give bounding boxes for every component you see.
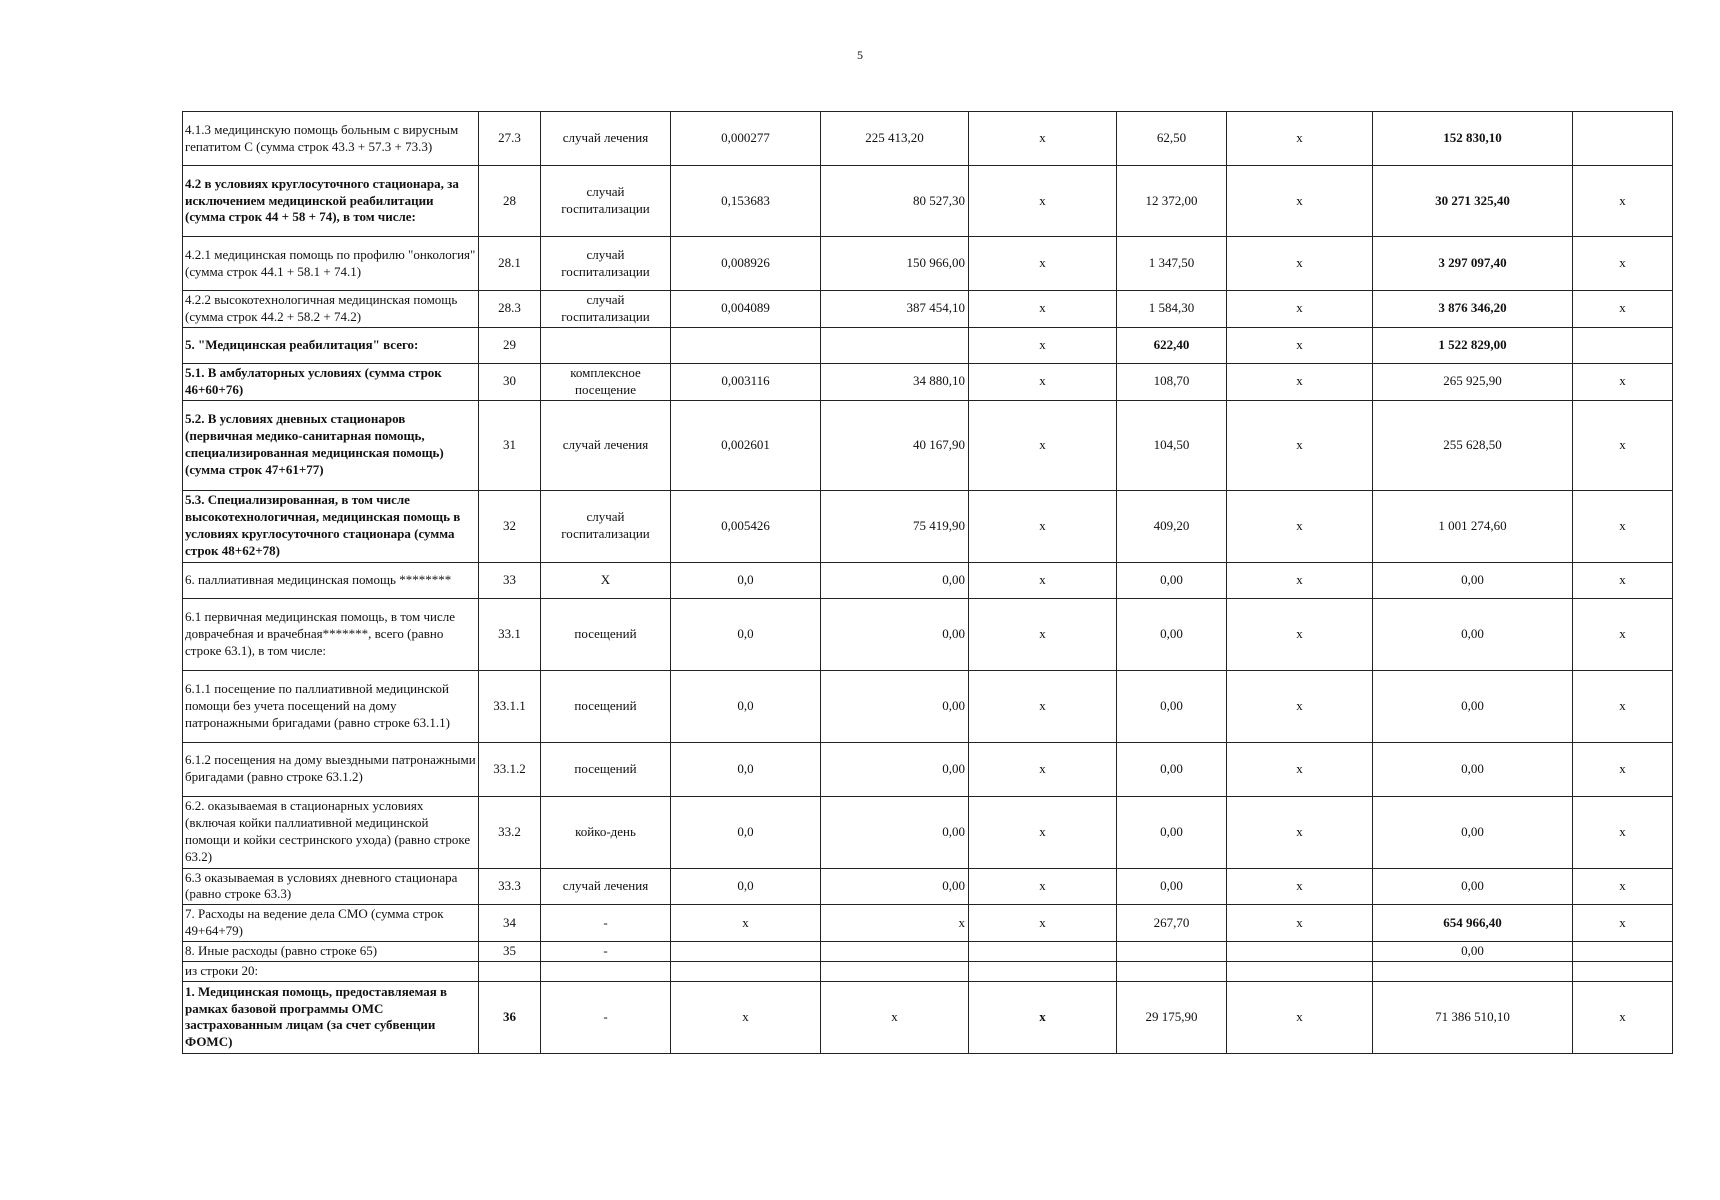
row-code-cell: 33.1.2 <box>479 742 541 796</box>
norm-cost-cell: 34 880,10 <box>821 363 969 400</box>
per-capita-oms-cell: 12 372,00 <box>1117 166 1227 237</box>
unit-cell: Х <box>541 562 671 598</box>
total-oms-cell: 3 876 346,20 <box>1373 291 1573 328</box>
row-name-cell: 4.2.2 высокотехнологичная медицинская помощь (сумма строк 44.2 + 58.2 + 74.2) <box>183 291 479 328</box>
row-code-cell: 27.3 <box>479 112 541 166</box>
unit-cell: - <box>541 981 671 1053</box>
percent-cell: х <box>1573 598 1673 670</box>
per-capita-oms-cell: 622,40 <box>1117 327 1227 363</box>
norm-cost-cell: 150 966,00 <box>821 237 969 291</box>
total-oms-cell: 265 925,90 <box>1373 363 1573 400</box>
total-budget-cell: х <box>1227 363 1373 400</box>
per-capita-oms-cell: 0,00 <box>1117 562 1227 598</box>
unit-cell: - <box>541 942 671 962</box>
per-capita-budget-cell: х <box>969 742 1117 796</box>
row-code-cell: 28.1 <box>479 237 541 291</box>
row-code-cell: 28.3 <box>479 291 541 328</box>
per-capita-oms-cell: 267,70 <box>1117 905 1227 942</box>
norm-cost-cell: 40 167,90 <box>821 400 969 490</box>
row-name-cell: 4.1.3 медицинскую помощь больным с вирусным гепатитом С (сумма строк 43.3 + 57.3 + 73.3) <box>183 112 479 166</box>
norm-cost-cell: х <box>821 905 969 942</box>
per-capita-budget-cell <box>969 962 1117 982</box>
table-body <box>183 112 1673 1054</box>
per-capita-budget-cell: х <box>969 670 1117 742</box>
table-row <box>183 796 1673 868</box>
percent-cell: х <box>1573 490 1673 562</box>
per-capita-oms-cell: 0,00 <box>1117 868 1227 905</box>
norm-volume-cell: х <box>671 905 821 942</box>
norm-volume-cell: 0,005426 <box>671 490 821 562</box>
norm-volume-cell <box>671 962 821 982</box>
row-code-cell: 33 <box>479 562 541 598</box>
per-capita-oms-cell <box>1117 942 1227 962</box>
row-code-cell: 31 <box>479 400 541 490</box>
total-budget-cell: х <box>1227 490 1373 562</box>
norm-cost-cell <box>821 962 969 982</box>
table-row <box>183 962 1673 982</box>
norm-cost-cell: х <box>821 981 969 1053</box>
total-oms-cell: 0,00 <box>1373 742 1573 796</box>
total-budget-cell: х <box>1227 981 1373 1053</box>
row-name-cell: 5.3. Специализированная, в том числе высокотехнологичная, медицинская помощь в условиях круглосуточного стационара (сумма строк 48+62+78) <box>183 490 479 562</box>
row-code-cell: 34 <box>479 905 541 942</box>
percent-cell: х <box>1573 237 1673 291</box>
norm-cost-cell <box>821 327 969 363</box>
row-code-cell: 28 <box>479 166 541 237</box>
row-code-cell: 36 <box>479 981 541 1053</box>
norm-cost-cell: 0,00 <box>821 598 969 670</box>
row-name-cell: 6.1 первичная медицинская помощь, в том числе доврачебная и врачебная*******, всего (равно строке 63.1), в том числе: <box>183 598 479 670</box>
norm-volume-cell: 0,002601 <box>671 400 821 490</box>
total-oms-cell: 0,00 <box>1373 796 1573 868</box>
norm-volume-cell: 0,000277 <box>671 112 821 166</box>
per-capita-oms-cell: 29 175,90 <box>1117 981 1227 1053</box>
total-budget-cell: х <box>1227 905 1373 942</box>
norm-volume-cell <box>671 327 821 363</box>
row-name-cell: 6.3 оказываемая в условиях дневного стационара (равно строке 63.3) <box>183 868 479 905</box>
percent-cell <box>1573 112 1673 166</box>
per-capita-oms-cell: 104,50 <box>1117 400 1227 490</box>
row-name-cell: 6.1.2 посещения на дому выездными патронажными бригадами (равно строке 63.1.2) <box>183 742 479 796</box>
total-budget-cell: х <box>1227 742 1373 796</box>
row-code-cell: 35 <box>479 942 541 962</box>
total-budget-cell: х <box>1227 598 1373 670</box>
norm-cost-cell: 80 527,30 <box>821 166 969 237</box>
table-row <box>183 112 1673 166</box>
norm-volume-cell: 0,0 <box>671 562 821 598</box>
unit-cell: случай госпитализации <box>541 291 671 328</box>
row-name-cell: 7. Расходы на ведение дела СМО (сумма строк 49+64+79) <box>183 905 479 942</box>
percent-cell: х <box>1573 905 1673 942</box>
norm-cost-cell: 75 419,90 <box>821 490 969 562</box>
per-capita-budget-cell: х <box>969 166 1117 237</box>
norm-volume-cell: 0,0 <box>671 670 821 742</box>
unit-cell: случай лечения <box>541 868 671 905</box>
table-row <box>183 670 1673 742</box>
total-budget-cell: х <box>1227 112 1373 166</box>
norm-volume-cell: 0,0 <box>671 796 821 868</box>
percent-cell <box>1573 942 1673 962</box>
table-row <box>183 562 1673 598</box>
norm-volume-cell: 0,004089 <box>671 291 821 328</box>
table-row <box>183 942 1673 962</box>
total-oms-cell: 30 271 325,40 <box>1373 166 1573 237</box>
total-budget-cell: х <box>1227 237 1373 291</box>
row-name-cell: 4.2 в условиях круглосуточного стационара, за исключением медицинской реабилитации (сумма строк 44 + 58 + 74), в том числе: <box>183 166 479 237</box>
row-name-cell: 8. Иные расходы (равно строке 65) <box>183 942 479 962</box>
page-number: 5 <box>857 48 863 62</box>
unit-cell: посещений <box>541 598 671 670</box>
row-code-cell: 29 <box>479 327 541 363</box>
per-capita-oms-cell: 1 347,50 <box>1117 237 1227 291</box>
norm-volume-cell: 0,0 <box>671 868 821 905</box>
per-capita-budget-cell: х <box>969 291 1117 328</box>
per-capita-budget-cell: х <box>969 363 1117 400</box>
total-budget-cell: х <box>1227 291 1373 328</box>
per-capita-budget-cell: х <box>969 868 1117 905</box>
table-row <box>183 166 1673 237</box>
total-oms-cell: 255 628,50 <box>1373 400 1573 490</box>
total-oms-cell: 152 830,10 <box>1373 112 1573 166</box>
norm-cost-cell: 225 413,20 <box>821 112 969 166</box>
percent-cell <box>1573 327 1673 363</box>
row-name-cell: 5.1. В амбулаторных условиях (сумма строк 46+60+76) <box>183 363 479 400</box>
unit-cell <box>541 962 671 982</box>
percent-cell: х <box>1573 670 1673 742</box>
total-oms-cell: 0,00 <box>1373 562 1573 598</box>
row-code-cell: 32 <box>479 490 541 562</box>
per-capita-budget-cell: х <box>969 598 1117 670</box>
total-oms-cell: 3 297 097,40 <box>1373 237 1573 291</box>
percent-cell: х <box>1573 868 1673 905</box>
total-oms-cell: 0,00 <box>1373 670 1573 742</box>
per-capita-budget-cell: х <box>969 981 1117 1053</box>
per-capita-oms-cell: 0,00 <box>1117 796 1227 868</box>
total-oms-cell: 0,00 <box>1373 942 1573 962</box>
per-capita-budget-cell: х <box>969 237 1117 291</box>
unit-cell: случай лечения <box>541 112 671 166</box>
row-code-cell: 33.1 <box>479 598 541 670</box>
per-capita-budget-cell: х <box>969 562 1117 598</box>
percent-cell: х <box>1573 981 1673 1053</box>
row-name-cell: 1. Медицинская помощь, предоставляемая в рамках базовой программы ОМС застрахованным лицам (за счет субвенции ФОМС) <box>183 981 479 1053</box>
per-capita-oms-cell: 0,00 <box>1117 670 1227 742</box>
total-oms-cell: 0,00 <box>1373 868 1573 905</box>
norm-cost-cell: 0,00 <box>821 742 969 796</box>
per-capita-oms-cell: 1 584,30 <box>1117 291 1227 328</box>
row-code-cell: 33.3 <box>479 868 541 905</box>
norm-volume-cell: 0,003116 <box>671 363 821 400</box>
row-name-cell: из строки 20: <box>183 962 479 982</box>
total-budget-cell: х <box>1227 562 1373 598</box>
percent-cell <box>1573 962 1673 982</box>
percent-cell: х <box>1573 742 1673 796</box>
per-capita-budget-cell: х <box>969 905 1117 942</box>
row-name-cell: 6. паллиативная медицинская помощь ******** <box>183 562 479 598</box>
table-row <box>183 291 1673 328</box>
per-capita-oms-cell: 409,20 <box>1117 490 1227 562</box>
table-row <box>183 327 1673 363</box>
unit-cell: случай госпитализации <box>541 166 671 237</box>
table-row <box>183 400 1673 490</box>
total-budget-cell: х <box>1227 796 1373 868</box>
table-row <box>183 868 1673 905</box>
per-capita-oms-cell: 108,70 <box>1117 363 1227 400</box>
row-name-cell: 6.2. оказываемая в стационарных условиях (включая койки паллиативной медицинской помощи и койки сестринского ухода) (равно строке 63.2) <box>183 796 479 868</box>
table-row <box>183 981 1673 1053</box>
norm-volume-cell: 0,008926 <box>671 237 821 291</box>
percent-cell: х <box>1573 291 1673 328</box>
per-capita-budget-cell: х <box>969 327 1117 363</box>
total-oms-cell: 1 001 274,60 <box>1373 490 1573 562</box>
per-capita-budget-cell: х <box>969 400 1117 490</box>
total-budget-cell: х <box>1227 327 1373 363</box>
financing-table <box>182 111 1673 1054</box>
total-oms-cell: 71 386 510,10 <box>1373 981 1573 1053</box>
row-code-cell: 33.2 <box>479 796 541 868</box>
total-budget-cell: х <box>1227 670 1373 742</box>
table-row <box>183 490 1673 562</box>
total-oms-cell: 654 966,40 <box>1373 905 1573 942</box>
table-row <box>183 598 1673 670</box>
row-code-cell: 33.1.1 <box>479 670 541 742</box>
row-name-cell: 5.2. В условиях дневных стационаров (первичная медико-санитарная помощь, специализированная медицинская помощь) (сумма строк 47+61+77) <box>183 400 479 490</box>
total-oms-cell <box>1373 962 1573 982</box>
unit-cell: комплексное посещение <box>541 363 671 400</box>
total-oms-cell: 1 522 829,00 <box>1373 327 1573 363</box>
table-row <box>183 905 1673 942</box>
unit-cell: случай госпитализации <box>541 490 671 562</box>
total-budget-cell: х <box>1227 868 1373 905</box>
norm-volume-cell: х <box>671 981 821 1053</box>
unit-cell: - <box>541 905 671 942</box>
total-budget-cell: х <box>1227 166 1373 237</box>
per-capita-oms-cell: 62,50 <box>1117 112 1227 166</box>
unit-cell: койко-день <box>541 796 671 868</box>
per-capita-oms-cell: 0,00 <box>1117 598 1227 670</box>
percent-cell: х <box>1573 166 1673 237</box>
total-oms-cell: 0,00 <box>1373 598 1573 670</box>
norm-volume-cell <box>671 942 821 962</box>
total-budget-cell <box>1227 942 1373 962</box>
per-capita-budget-cell: х <box>969 490 1117 562</box>
row-name-cell: 6.1.1 посещение по паллиативной медицинской помощи без учета посещений на дому патронажными бригадами (равно строке 63.1.1) <box>183 670 479 742</box>
row-code-cell: 30 <box>479 363 541 400</box>
row-name-cell: 4.2.1 медицинская помощь по профилю "онкология" (сумма строк 44.1 + 58.1 + 74.1) <box>183 237 479 291</box>
percent-cell: х <box>1573 796 1673 868</box>
norm-volume-cell: 0,0 <box>671 598 821 670</box>
percent-cell: х <box>1573 562 1673 598</box>
table-row <box>183 237 1673 291</box>
per-capita-budget-cell: х <box>969 112 1117 166</box>
unit-cell: посещений <box>541 670 671 742</box>
norm-cost-cell <box>821 942 969 962</box>
percent-cell: х <box>1573 363 1673 400</box>
unit-cell: случай госпитализации <box>541 237 671 291</box>
norm-volume-cell: 0,153683 <box>671 166 821 237</box>
row-code-cell <box>479 962 541 982</box>
per-capita-oms-cell <box>1117 962 1227 982</box>
norm-cost-cell: 0,00 <box>821 868 969 905</box>
total-budget-cell: х <box>1227 400 1373 490</box>
norm-volume-cell: 0,0 <box>671 742 821 796</box>
percent-cell: х <box>1573 400 1673 490</box>
unit-cell <box>541 327 671 363</box>
per-capita-budget-cell: х <box>969 796 1117 868</box>
norm-cost-cell: 0,00 <box>821 562 969 598</box>
norm-cost-cell: 387 454,10 <box>821 291 969 328</box>
per-capita-budget-cell <box>969 942 1117 962</box>
norm-cost-cell: 0,00 <box>821 796 969 868</box>
unit-cell: посещений <box>541 742 671 796</box>
per-capita-oms-cell: 0,00 <box>1117 742 1227 796</box>
row-name-cell: 5. "Медицинская реабилитация" всего: <box>183 327 479 363</box>
norm-cost-cell: 0,00 <box>821 670 969 742</box>
table-row <box>183 742 1673 796</box>
unit-cell: случай лечения <box>541 400 671 490</box>
table-row <box>183 363 1673 400</box>
total-budget-cell <box>1227 962 1373 982</box>
